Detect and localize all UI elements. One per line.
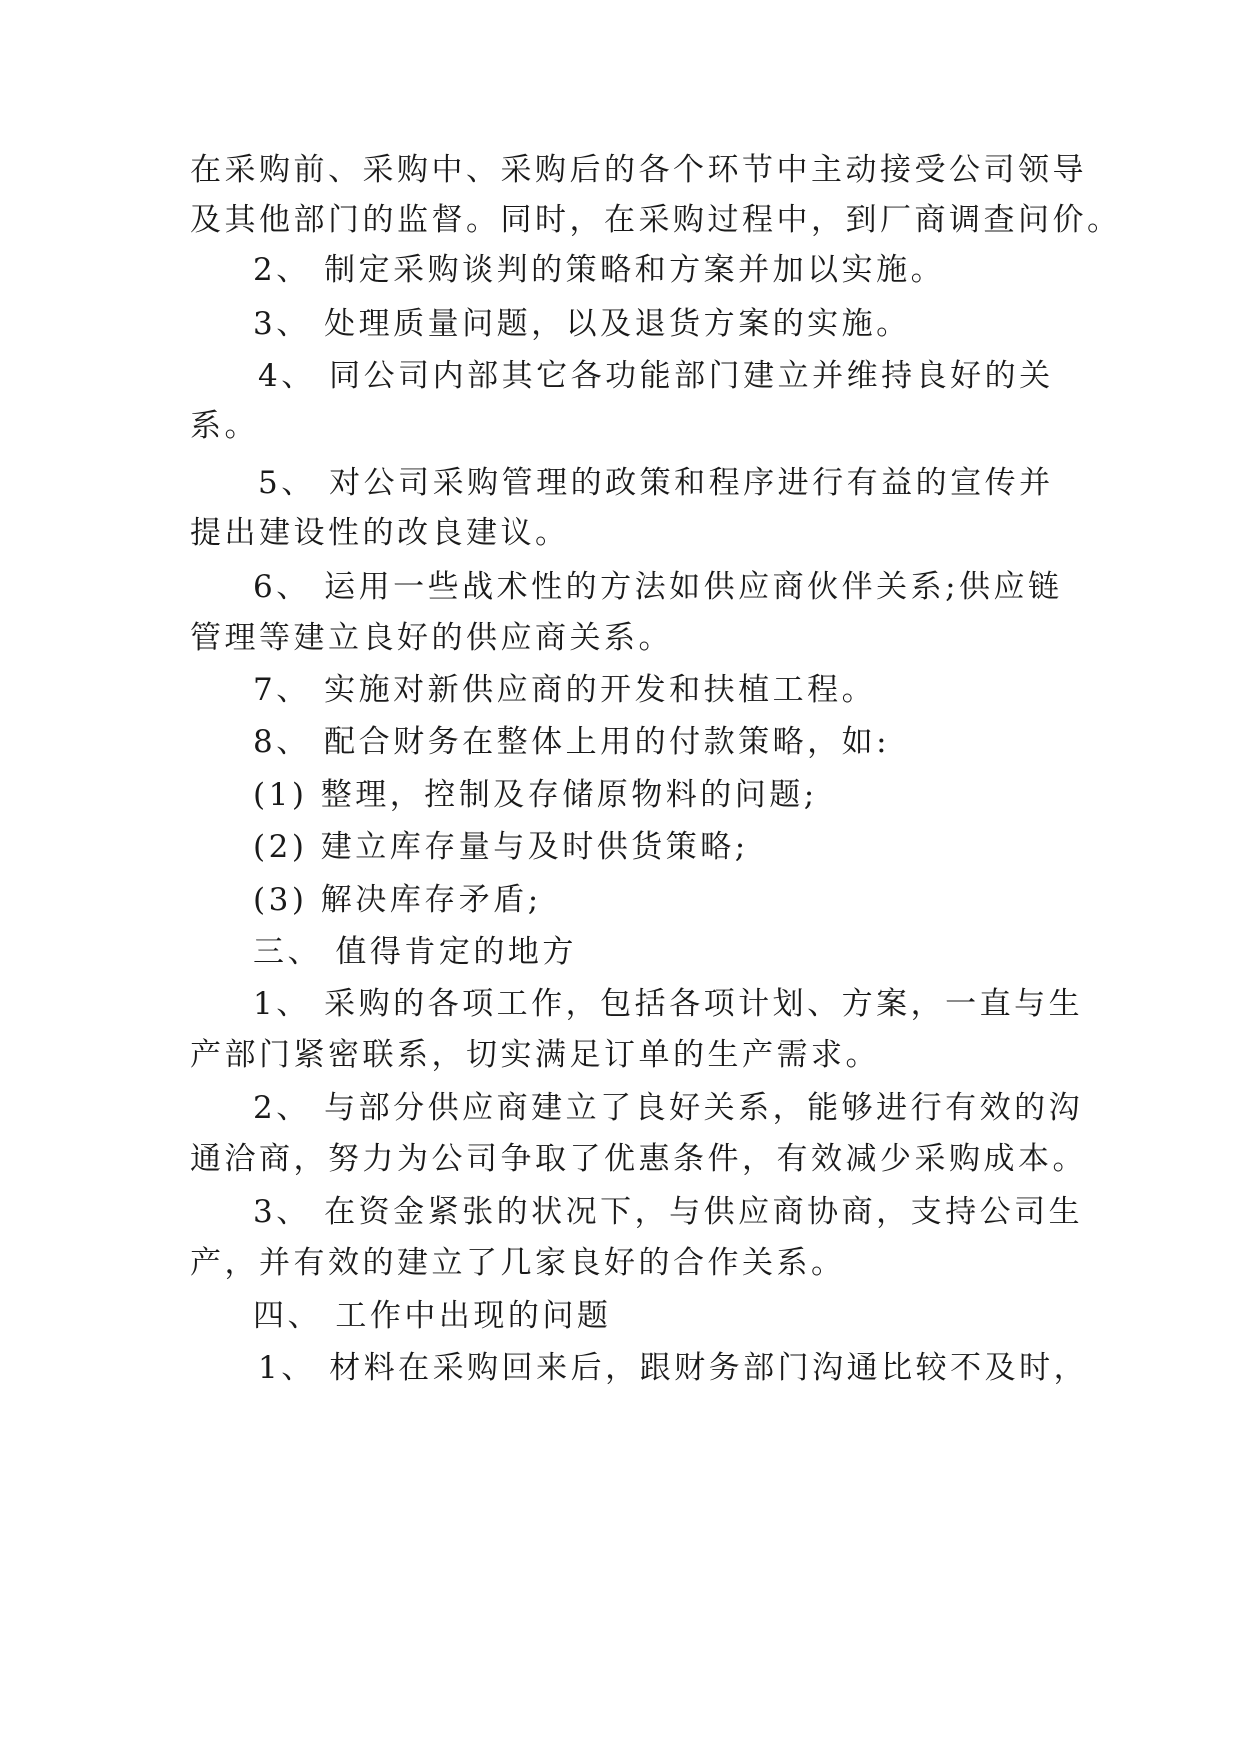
list-item: 3、 在资金紧张的状况下，与供应商协商，支持公司生 [253, 1194, 1084, 1230]
list-item: 5、 对公司采购管理的政策和程序进行有益的宣传并 [258, 465, 1054, 501]
text-line: 管理等建立良好的供应商关系。 [190, 620, 673, 656]
list-item: 3、 处理质量问题，以及退货方案的实施。 [253, 306, 911, 342]
list-item: 6、 运用一些战术性的方法如供应商伙伴关系;供应链 [253, 569, 1063, 605]
text-line: 系。 [190, 408, 259, 444]
list-item: 1、 采购的各项工作，包括各项计划、方案，一直与生 [253, 986, 1084, 1022]
section-heading: 三、 值得肯定的地方 [253, 934, 577, 970]
list-item: 1、 材料在采购回来后，跟财务部门沟通比较不及时， [258, 1350, 1089, 1386]
list-item: 4、 同公司内部其它各功能部门建立并维持良好的关 [258, 358, 1054, 394]
list-item: 7、 实施对新供应商的开发和扶植工程。 [253, 672, 877, 708]
text-line: 提出建设性的改良建议。 [190, 515, 570, 551]
sub-list-item: (2) 建立库存量与及时供货策略; [253, 829, 749, 865]
text-line: 产部门紧密联系，切实满足订单的生产需求。 [190, 1037, 880, 1073]
list-item: 8、 配合财务在整体上用的付款策略，如: [253, 724, 891, 760]
text-line: 产，并有效的建立了几家良好的合作关系。 [190, 1245, 846, 1281]
text-line: 通洽商，努力为公司争取了优惠条件，有效减少采购成本。 [190, 1141, 1087, 1177]
text-line: 及其他部门的监督。同时，在采购过程中，到厂商调查问价。 [190, 202, 1122, 238]
sub-list-item: (3) 解决库存矛盾; [253, 882, 542, 918]
list-item: 2、 与部分供应商建立了良好关系，能够进行有效的沟 [253, 1090, 1084, 1126]
text-line: 在采购前、采购中、采购后的各个环节中主动接受公司领导 [190, 152, 1087, 188]
list-item: 2、 制定采购谈判的策略和方案并加以实施。 [253, 252, 946, 288]
section-heading: 四、 工作中出现的问题 [253, 1298, 612, 1334]
sub-list-item: (1) 整理，控制及存储原物料的问题; [253, 777, 818, 813]
